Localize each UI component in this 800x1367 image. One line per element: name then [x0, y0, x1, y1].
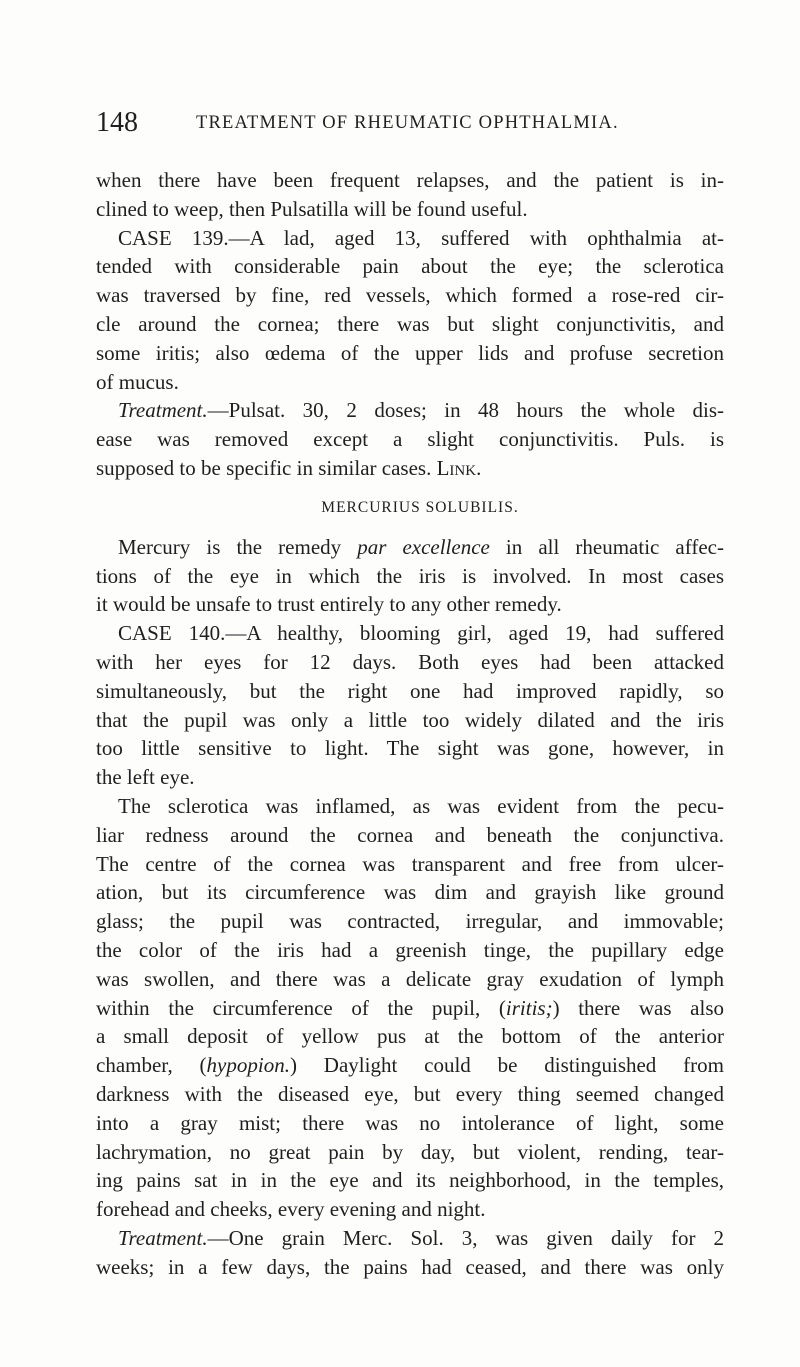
text-segment: lachrymation, no great pain by day, but violent, rending, tear- [96, 1139, 724, 1164]
text-segment: cle around the cornea; there was but slight conjunctivitis, and [96, 311, 724, 336]
text-line [96, 396, 724, 425]
text-segment: a small deposit of yellow pus at the bottom of the anterior [96, 1024, 724, 1049]
text-segment: ing pains sat in in the eye and its neighborhood, in the temples, [96, 1168, 724, 1193]
text-segment: the left eye. [96, 765, 195, 790]
text-line [96, 907, 724, 936]
text-segment: supposed to be specific in similar cases. [96, 455, 437, 480]
text-segment: ation, but its circumference was dim and grayish like ground [96, 880, 724, 905]
text-line [96, 1195, 724, 1224]
text-segment: chamber, ( [96, 1053, 207, 1078]
text-line [96, 677, 724, 706]
text-segment: tended with considerable pain about the eye; the sclerotica [96, 254, 724, 279]
text-segment: the color of the iris had a greenish tinge, the pupillary edge [96, 937, 724, 962]
text-segment: ) Daylight could be distinguished from [289, 1053, 724, 1078]
text-segment: —Pulsat. 30, 2 doses; in 48 hours the whole dis- [207, 398, 724, 423]
running-head: TREATMENT OF RHEUMATIC OPHTHALMIA. [196, 113, 619, 133]
text-segment: some iritis; also œdema of the upper lids and profuse secretion [96, 340, 724, 365]
text-segment: ) there was also [552, 995, 724, 1020]
text-segment: with her eyes for 12 days. Both eyes had been attacked [96, 649, 724, 674]
text-segment: that the pupil was only a little too widely dilated and the iris [96, 707, 724, 732]
text-line [96, 1138, 724, 1167]
text-line [96, 1224, 724, 1253]
text-line [96, 339, 724, 368]
text-segment: CASE 139.—A lad, aged 13, suffered with ophthalmia at- [118, 225, 724, 250]
text-line [96, 763, 724, 792]
text-segment: Mercury is the remedy [118, 534, 358, 559]
text-line [96, 619, 724, 648]
text-line [96, 1166, 724, 1195]
text-line [96, 1022, 724, 1051]
text-line [96, 224, 724, 253]
text-line [96, 310, 724, 339]
text-segment: was swollen, and there was a delicate gray exudation of lymph [96, 966, 724, 991]
text-line [96, 252, 724, 281]
text-line [96, 878, 724, 907]
section-heading: MERCURIUS SOLUBILIS. [321, 498, 519, 516]
italic-text: par excellence [357, 534, 490, 559]
text-segment: it would be unsafe to trust entirely to any other remedy. [96, 592, 562, 617]
text-segment: liar redness around the cornea and beneath the conjunctiva. [96, 822, 724, 847]
text-segment: forehead and cheeks, every evening and night. [96, 1197, 486, 1222]
text-segment: of mucus. [96, 369, 179, 394]
text-line [96, 1253, 724, 1282]
author-signature: Link. [436, 455, 482, 480]
text-segment: glass; the pupil was contracted, irregular, and immovable; [96, 909, 724, 934]
text-segment: simultaneously, but the right one had improved rapidly, so [96, 678, 724, 703]
text-line [96, 368, 724, 397]
text-segment: too little sensitive to light. The sight was gone, however, in [96, 736, 724, 761]
text-segment: was traversed by fine, red vessels, which formed a rose-red cir- [96, 283, 724, 308]
text-line [96, 965, 724, 994]
page-header [96, 103, 726, 143]
text-segment: darkness with the diseased eye, but every thing seemed changed [96, 1081, 724, 1106]
text-line [96, 648, 724, 677]
italic-text: iritis; [505, 995, 553, 1020]
text-line [96, 590, 724, 619]
text-line [96, 562, 724, 591]
text-segment: The sclerotica was inflamed, as was evident from the pecu- [118, 793, 724, 818]
text-segment: tions of the eye in which the iris is involved. In most cases [96, 563, 724, 588]
italic-text: Treatment. [118, 1225, 208, 1250]
text-segment: —One grain Merc. Sol. 3, was given daily for 2 [207, 1225, 724, 1250]
italic-text: Treatment. [118, 398, 208, 423]
italic-text: hypopion. [206, 1053, 290, 1078]
text-line [96, 1109, 724, 1138]
text-segment: within the circumference of the pupil, ( [96, 995, 506, 1020]
text-line [96, 1051, 724, 1080]
body-text [96, 166, 724, 1281]
text-line [96, 166, 724, 195]
text-segment: The centre of the cornea was transparent and free from ulcer- [96, 851, 724, 876]
text-segment: ease was removed except a slight conjunctivitis. Puls. is [96, 427, 724, 452]
text-line [96, 792, 724, 821]
text-line [96, 706, 724, 735]
text-line [96, 454, 724, 483]
text-line [96, 734, 724, 763]
text-line [96, 936, 724, 965]
text-segment: when there have been frequent relapses, and the patient is in- [96, 168, 724, 192]
text-segment: CASE 140.—A healthy, blooming girl, aged 19, had suffered [118, 621, 724, 646]
text-line [96, 533, 724, 562]
text-line [96, 195, 724, 224]
text-line [96, 821, 724, 850]
text-line [96, 425, 724, 454]
text-segment: weeks; in a few days, the pains had ceased, and there was only [96, 1254, 724, 1279]
text-line [96, 850, 724, 879]
text-line [96, 994, 724, 1023]
text-line [96, 1080, 724, 1109]
text-segment: in all rheumatic affec- [489, 534, 724, 559]
page-number: 148 [96, 107, 138, 138]
text-segment: into a gray mist; there was no intolerance of light, some [96, 1110, 724, 1135]
text-segment: clined to weep, then Pulsatilla will be found useful. [96, 196, 528, 221]
text-line [96, 281, 724, 310]
